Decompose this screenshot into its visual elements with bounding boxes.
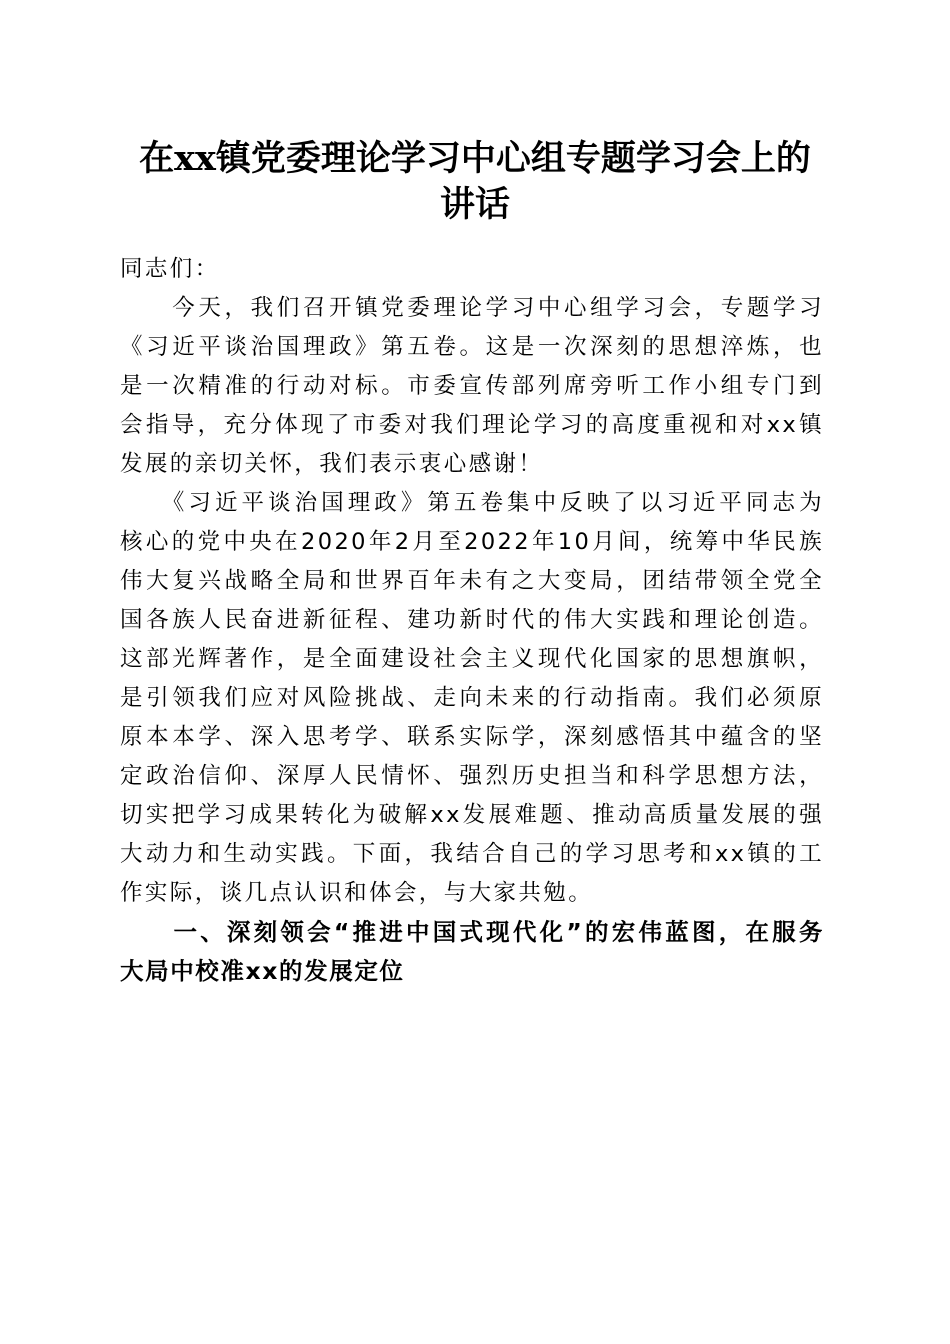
paragraph-line: 今天，我们召开镇党委理论学习中心组学习会，专题学习	[120, 295, 824, 321]
paragraph-line: 《习近平谈治国理政》第五卷。这是一次深刻的思想淬炼，也	[120, 334, 824, 360]
paragraph-line: 会指导，充分体现了市委对我们理论学习的高度重视和对xx镇	[120, 412, 824, 438]
paragraph-line: 是一次精准的行动对标。市委宣传部列席旁听工作小组专门到	[120, 373, 824, 399]
paragraph-line: 这部光辉著作，是全面建设社会主义现代化国家的思想旗帜，	[120, 646, 824, 672]
document-body	[120, 250, 824, 991]
paragraph-1	[120, 289, 824, 484]
paragraph-2	[120, 484, 824, 913]
section-heading-1	[120, 913, 824, 991]
paragraph-line: 伟大复兴战略全局和世界百年未有之大变局，团结带领全党全	[120, 568, 824, 594]
document-title	[110, 136, 840, 228]
paragraph-line: 原本本学、深入思考学、联系实际学，深刻感悟其中蕴含的坚	[120, 724, 824, 750]
paragraph-line: 核心的党中央在2020年2月至2022年10月间，统筹中华民族	[120, 529, 824, 555]
section-heading-line: 大局中校准xx的发展定位	[120, 957, 405, 985]
document-title-line-1: 在xx镇党委理论学习中心组专题学习会上的	[139, 138, 811, 179]
paragraph-line: 切实把学习成果转化为破解xx发展难题、推动高质量发展的强	[120, 802, 824, 828]
document-title-line-2: 讲话	[439, 184, 510, 225]
paragraph-line: 作实际，谈几点认识和体会，与大家共勉。	[120, 880, 594, 906]
paragraph-line: 是引领我们应对风险挑战、走向未来的行动指南。我们必须原	[120, 685, 824, 711]
paragraph-line: 定政治信仰、深厚人民情怀、强烈历史担当和科学思想方法，	[120, 763, 824, 789]
paragraph-line: 《习近平谈治国理政》第五卷集中反映了以习近平同志为	[120, 490, 824, 516]
paragraph-line: 发展的亲切关怀，我们表示衷心感谢！	[120, 451, 544, 477]
salutation: 同志们：	[120, 256, 220, 282]
section-heading-line: 一、深刻领会“推进中国式现代化”的宏伟蓝图，在服务	[120, 918, 824, 946]
paragraph-line: 大动力和生动实践。下面，我结合自己的学习思考和xx镇的工	[120, 841, 824, 867]
paragraph-line: 国各族人民奋进新征程、建功新时代的伟大实践和理论创造。	[120, 607, 824, 633]
